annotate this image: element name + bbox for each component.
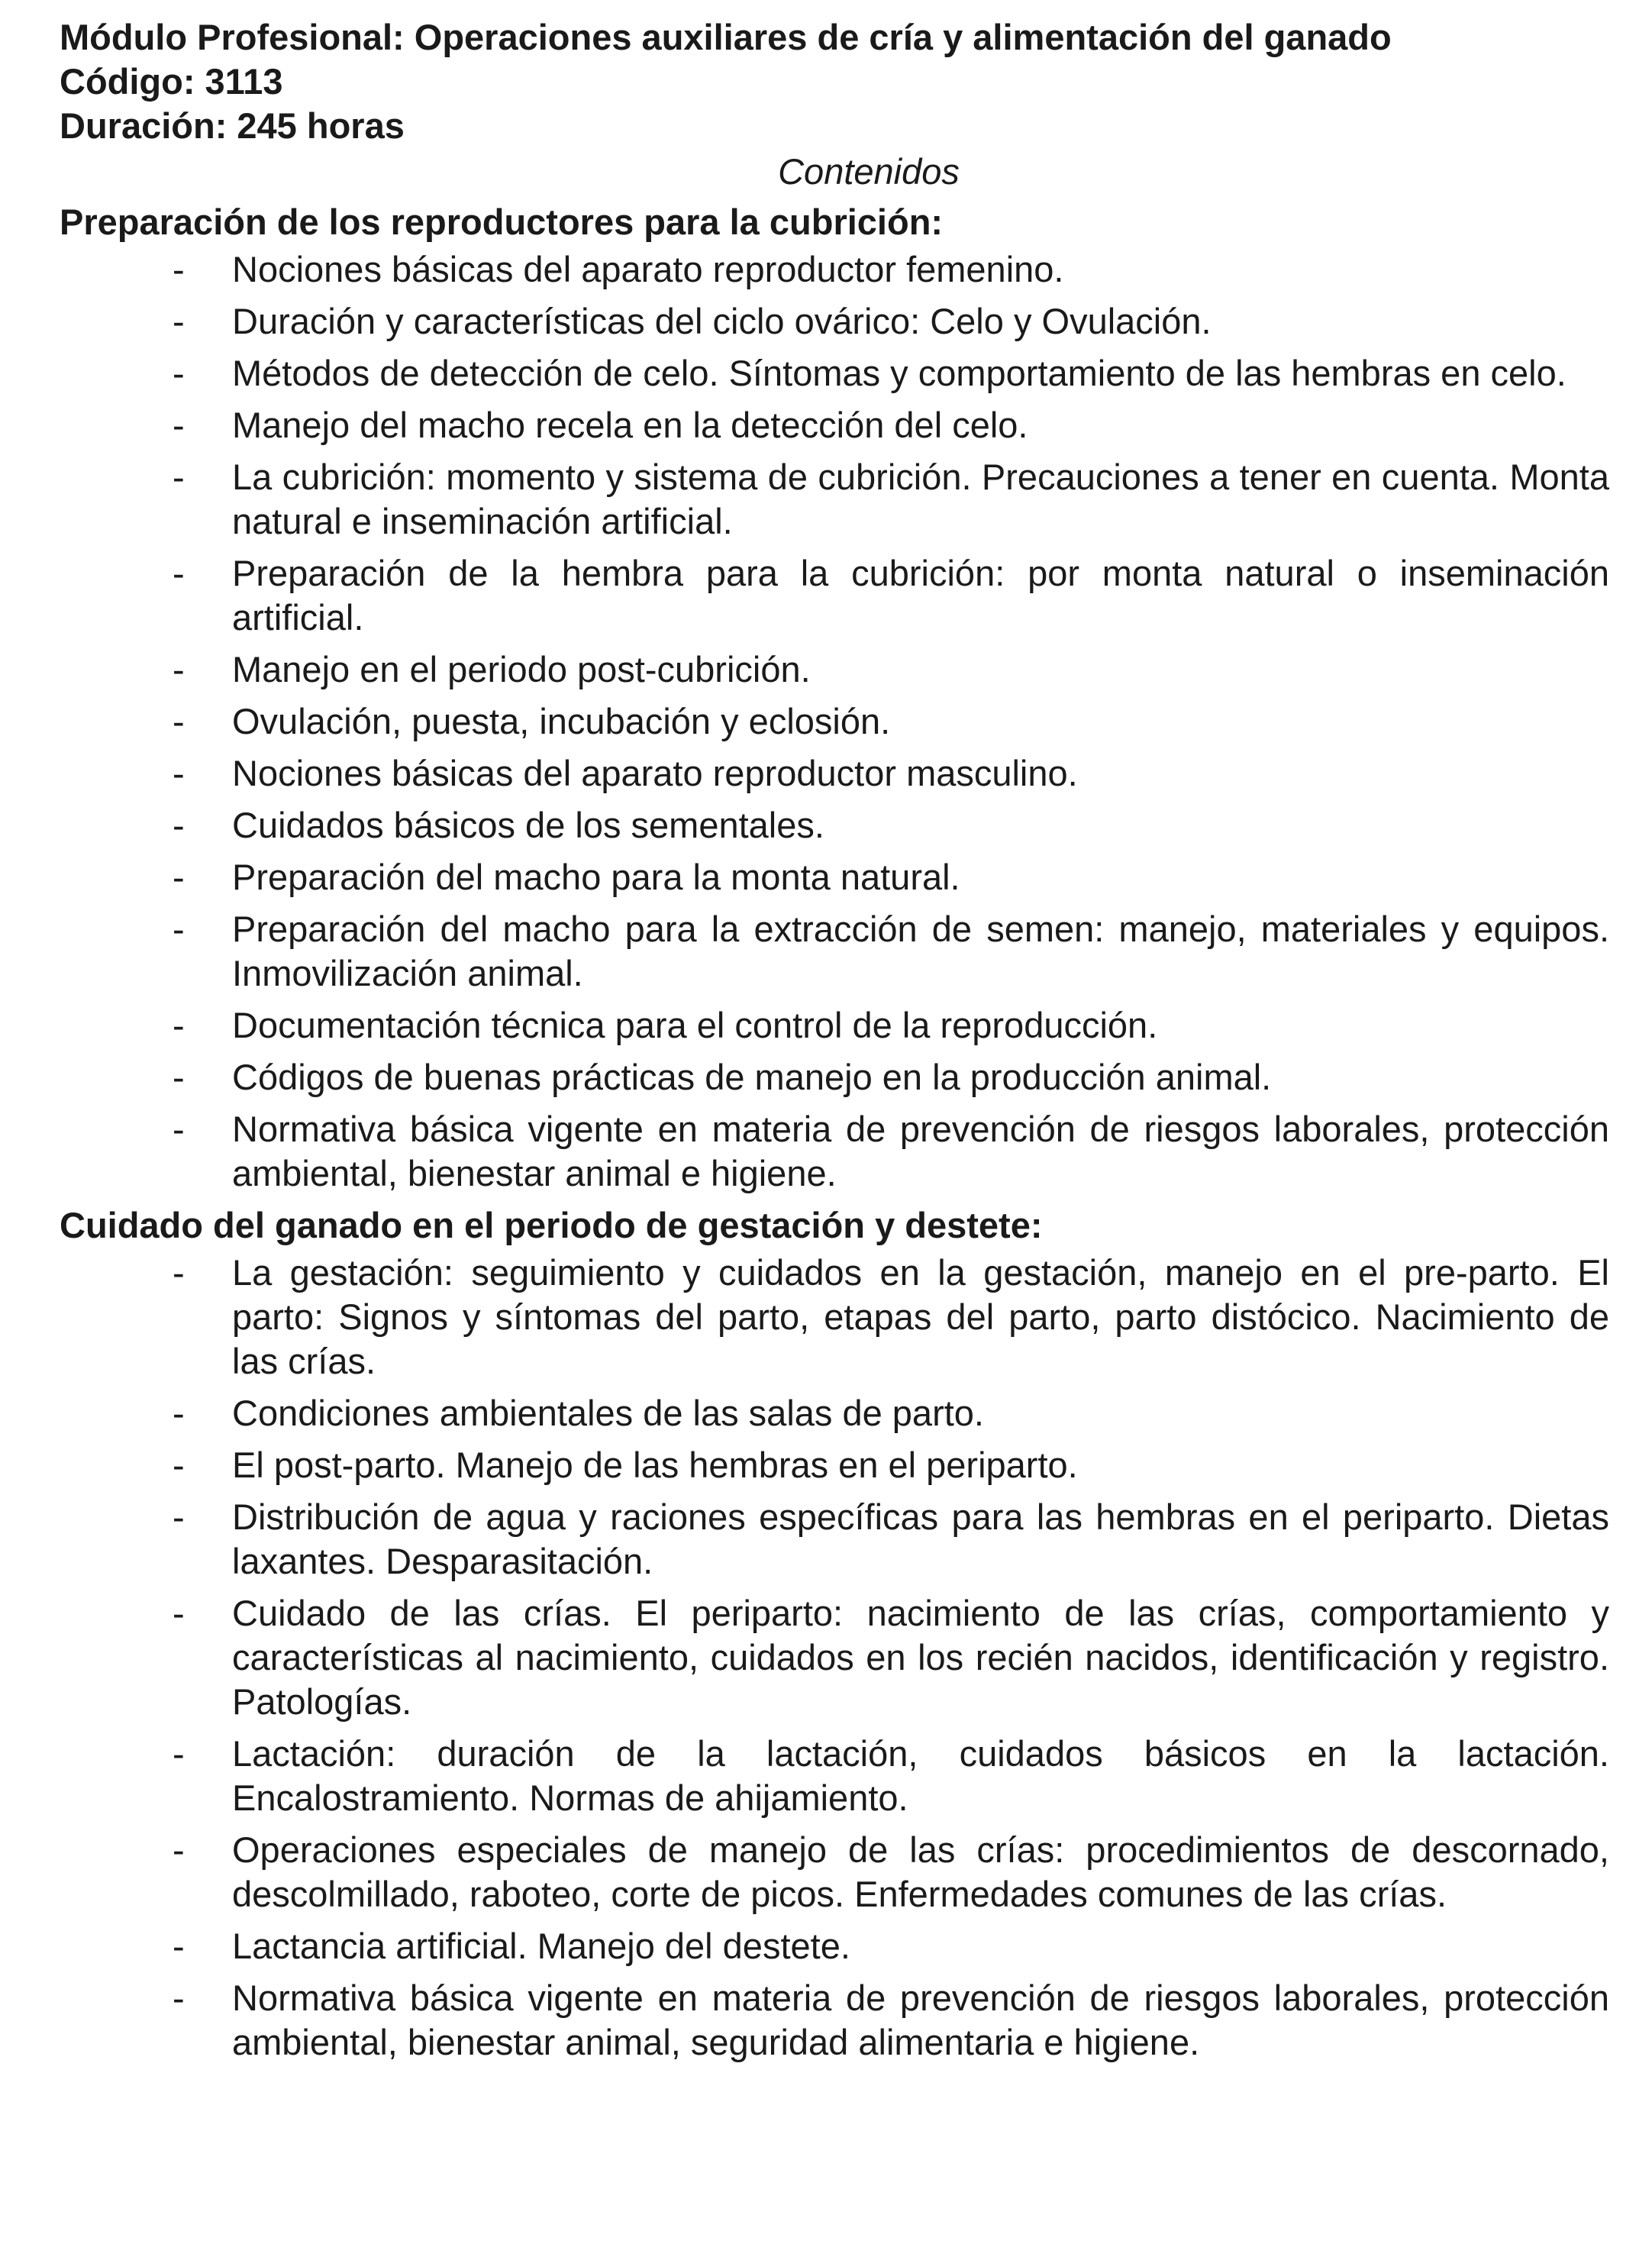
list-item-text: Ovulación, puesta, incubación y eclosión.	[232, 701, 891, 741]
content-list	[60, 247, 1609, 1196]
dash-bullet: -	[173, 857, 185, 897]
dash-bullet: -	[173, 1393, 185, 1433]
dash-bullet: -	[173, 301, 185, 341]
list-item	[60, 699, 1609, 744]
list-item	[60, 1828, 1609, 1916]
list-item-text: Nociones básicas del aparato reproductor masculino.	[232, 753, 1078, 793]
list-item	[60, 351, 1609, 396]
list-item	[60, 247, 1609, 292]
dash-bullet: -	[173, 1252, 185, 1293]
list-item	[60, 403, 1609, 447]
list-item	[60, 647, 1609, 692]
dash-bullet: -	[173, 1057, 185, 1097]
dash-bullet: -	[173, 1733, 185, 1774]
list-item-text: El post-parto. Manejo de las hembras en el periparto.	[232, 1445, 1078, 1485]
list-item-text: Operaciones especiales de manejo de las crías: procedimientos de descornado, descolmillado, raboteo, corte de picos. Enfermedades comunes de las crías.	[232, 1829, 1609, 1914]
dash-bullet: -	[173, 1109, 185, 1149]
dash-bullet: -	[173, 457, 185, 497]
dash-bullet: -	[173, 1005, 185, 1045]
dash-bullet: -	[173, 1926, 185, 1966]
dash-bullet: -	[173, 909, 185, 949]
list-item	[60, 1924, 1609, 1968]
list-item-text: Normativa básica vigente en materia de prevención de riesgos laborales, protección ambiental, bienestar animal, seguridad alimentaria e higiene.	[232, 1978, 1609, 2062]
dash-bullet: -	[173, 1829, 185, 1870]
dash-bullet: -	[173, 405, 185, 445]
list-item-text: La gestación: seguimiento y cuidados en la gestación, manejo en el pre-parto. El parto: Signos y síntomas del parto, etapas del parto, parto distócico. Nacimiento de las crías.	[232, 1252, 1609, 1381]
list-item	[60, 551, 1609, 640]
section-title: Cuidado del ganado en el periodo de gestación y destete:	[60, 1205, 1043, 1245]
dash-bullet: -	[173, 353, 185, 393]
list-item-text: Manejo del macho recela en la detección del celo.	[232, 405, 1028, 445]
dash-bullet: -	[173, 805, 185, 845]
list-item	[60, 299, 1609, 344]
list-item-text: Nociones básicas del aparato reproductor femenino.	[232, 249, 1064, 289]
list-item-text: Normativa básica vigente en materia de prevención de riesgos laborales, protección ambiental, bienestar animal e higiene.	[232, 1109, 1609, 1193]
list-item	[60, 1591, 1609, 1724]
module-title: Módulo Profesional: Operaciones auxiliares de cría y alimentación del ganado	[60, 17, 1392, 57]
dash-bullet: -	[173, 1445, 185, 1485]
list-item	[60, 1251, 1609, 1384]
list-item-text: Manejo en el periodo post-cubrición.	[232, 649, 811, 689]
dash-bullet: -	[173, 1593, 185, 1633]
list-item-text: Distribución de agua y raciones específicas para las hembras en el periparto. Dietas laxantes. Desparasitación.	[232, 1497, 1609, 1581]
section	[60, 1203, 1609, 2065]
list-item-text: Cuidados básicos de los sementales.	[232, 805, 824, 845]
content-list	[60, 1251, 1609, 2065]
section-title: Preparación de los reproductores para la cubrición:	[60, 202, 944, 242]
list-item-text: Duración y características del ciclo ovárico: Celo y Ovulación.	[232, 301, 1212, 341]
dash-bullet: -	[173, 1978, 185, 2018]
list-item-text: Códigos de buenas prácticas de manejo en la producción animal.	[232, 1057, 1272, 1097]
list-item	[60, 1391, 1609, 1435]
section	[60, 200, 1609, 1196]
dash-bullet: -	[173, 753, 185, 793]
list-item	[60, 907, 1609, 996]
list-item-text: Condiciones ambientales de las salas de parto.	[232, 1393, 984, 1433]
list-item-text: Documentación técnica para el control de la reproducción.	[232, 1005, 1158, 1045]
list-item-text: Preparación del macho para la extracción de semen: manejo, materiales y equipos. Inmovilización animal.	[232, 909, 1609, 993]
list-item	[60, 751, 1609, 796]
list-item	[60, 1055, 1609, 1099]
list-item-text: Preparación del macho para la monta natural.	[232, 857, 960, 897]
dash-bullet: -	[173, 553, 185, 593]
module-code: Código: 3113	[60, 61, 283, 102]
document-page	[60, 15, 1609, 2072]
list-item-text: La cubrición: momento y sistema de cubrición. Precauciones a tener en cuenta. Monta natural e inseminación artificial.	[232, 457, 1609, 541]
list-item	[60, 1443, 1609, 1487]
list-item	[60, 455, 1609, 544]
list-item	[60, 803, 1609, 848]
dash-bullet: -	[173, 649, 185, 689]
contents-title: Contenidos	[778, 151, 960, 192]
dash-bullet: -	[173, 701, 185, 741]
list-item	[60, 1003, 1609, 1048]
module-duration: Duración: 245 horas	[60, 105, 405, 146]
list-item-text: Métodos de detección de celo. Síntomas y comportamiento de las hembras en celo.	[232, 353, 1566, 393]
list-item-text: Preparación de la hembra para la cubrición: por monta natural o inseminación artificial.	[232, 553, 1609, 638]
list-item	[60, 1495, 1609, 1584]
list-item	[60, 1107, 1609, 1196]
list-item	[60, 1732, 1609, 1820]
dash-bullet: -	[173, 1497, 185, 1537]
list-item	[60, 855, 1609, 899]
list-item-text: Lactancia artificial. Manejo del destete.	[232, 1926, 850, 1966]
list-item-text: Lactación: duración de la lactación, cuidados básicos en la lactación. Encalostramiento. Normas de ahijamiento.	[232, 1733, 1609, 1818]
list-item	[60, 1976, 1609, 2065]
list-item-text: Cuidado de las crías. El periparto: nacimiento de las crías, comportamiento y características al nacimiento, cuidados en los recién nacidos, identificación y registro. Patologías.	[232, 1593, 1609, 1722]
dash-bullet: -	[173, 249, 185, 289]
